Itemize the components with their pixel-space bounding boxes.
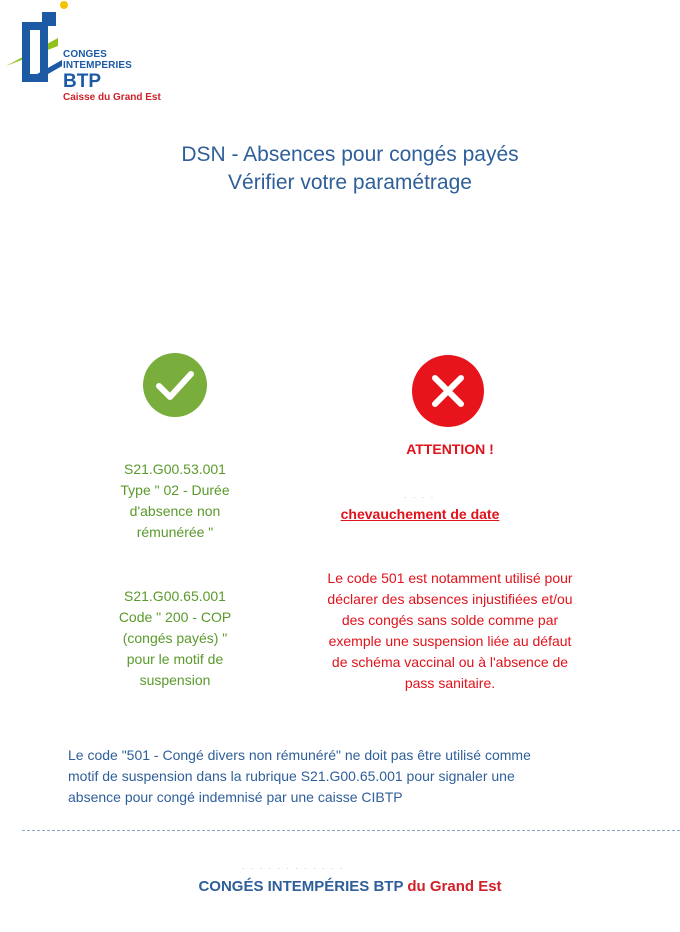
note-paragraph [68, 745, 628, 808]
right-text-line: pass sanitaire. [404, 675, 496, 691]
right-text-line: des congés sans solde comme par [341, 612, 559, 628]
left-block2-line: S21.G00.65.001 [124, 588, 226, 604]
check-icon [142, 352, 208, 418]
note-line: absence pour congé indemnisé par une caisse CIBTP [68, 789, 403, 805]
logo-line-intemperies: INTEMPERIES [63, 60, 132, 71]
faint-dots: · · · · · · · · · · · · [242, 864, 345, 873]
footer-region: du Grand Est [407, 878, 502, 895]
right-block-code-501 [300, 568, 600, 694]
chevauchement-label: chevauchement de date [340, 506, 500, 522]
left-block1-line: S21.G00.53.001 [124, 461, 226, 477]
left-block1-line: d'absence non [129, 503, 221, 519]
left-block-motif-suspension [95, 586, 255, 691]
right-text-line: de schéma vaccinal ou à l'absence de [331, 654, 569, 670]
logo-line-btp: BTP [63, 71, 101, 92]
left-block-type-absence [95, 459, 255, 543]
left-block1-line: rémunérée " [136, 524, 214, 540]
title-line-1: DSN - Absences pour congés payés [181, 143, 519, 166]
cross-icon [411, 354, 485, 428]
faint-dots: · · · · [404, 493, 436, 502]
left-block2-line: pour le motif de [126, 651, 224, 667]
logo-line-caisse: Caisse du Grand Est [63, 92, 161, 103]
right-text-line: exemple une suspension liée au défaut [328, 633, 572, 649]
separator-line [22, 830, 680, 831]
right-text-line: déclarer des absences injustifiées et/ou [327, 591, 573, 607]
right-text-line: Le code 501 est notamment utilisé pour [327, 570, 573, 586]
left-block2-line: suspension [139, 672, 211, 688]
left-block1-line: Type " 02 - Durée [120, 482, 230, 498]
logo [0, 0, 200, 110]
page-title [0, 141, 680, 197]
logo-line-conges: CONGES [63, 49, 107, 60]
left-block2-line: Code " 200 - COP [118, 609, 232, 625]
left-block2-line: (congés payés) " [122, 630, 228, 646]
note-line: motif de suspension dans la rubrique S21.G00.65.001 pour signaler une [68, 768, 515, 784]
footer [0, 878, 680, 895]
note-line: Le code "501 - Congé divers non rémunéré" ne doit pas être utilisé comme [68, 747, 531, 763]
footer-org-name: CONGÉS INTEMPÉRIES BTP [198, 878, 404, 895]
title-line-2: Vérifier votre paramétrage [228, 171, 472, 194]
attention-label: ATTENTION ! [406, 441, 494, 457]
